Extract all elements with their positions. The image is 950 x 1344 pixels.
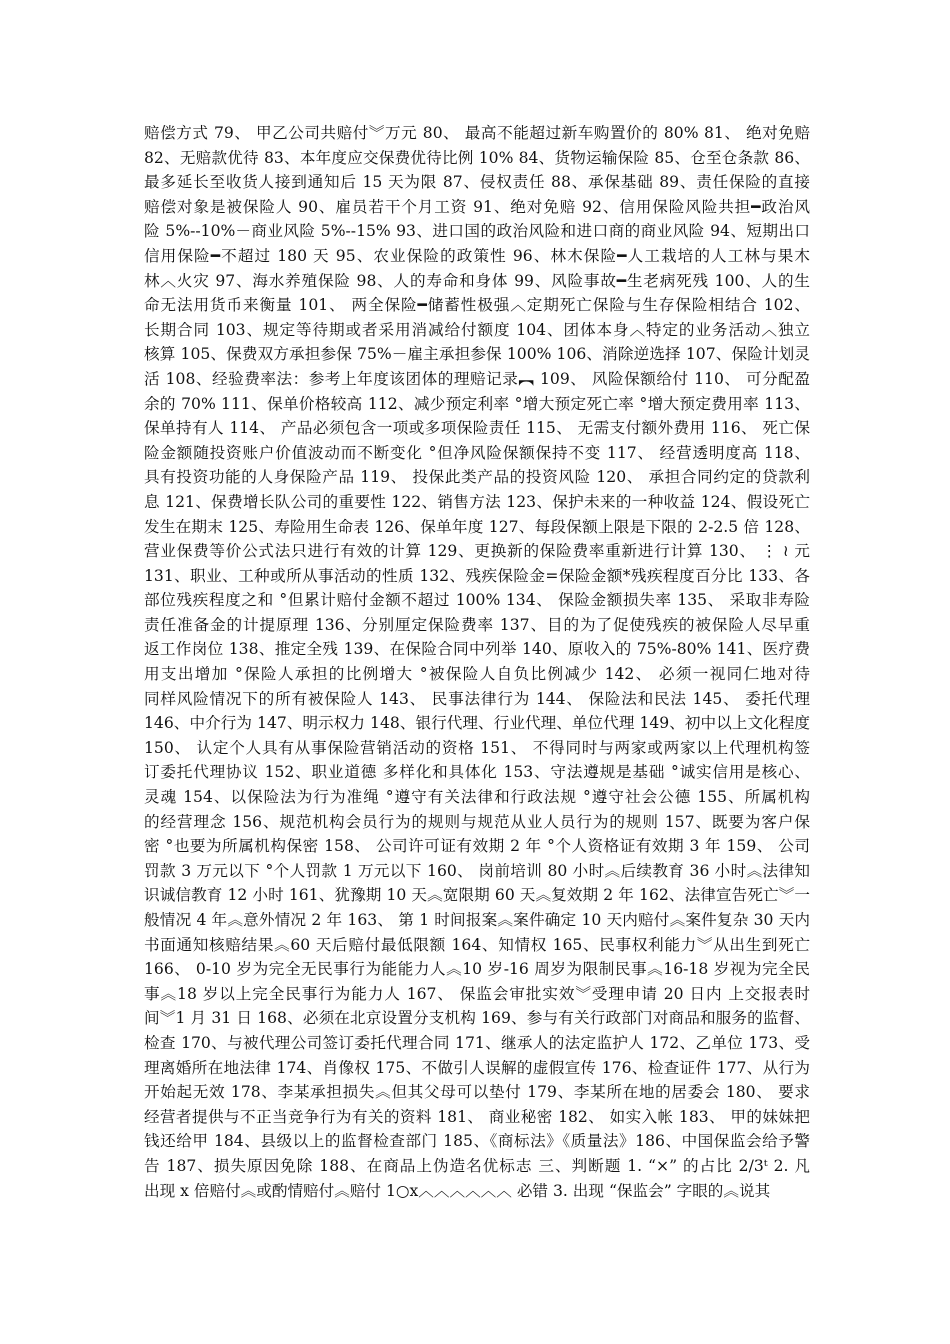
- text-line: 的经营理念 156、规范机构会员行为的规则与规范从业人员行为的规则 157、既要为客户保: [144, 812, 810, 831]
- document-body: [144, 121, 810, 1203]
- text-line: 信用保险━不超过 180 天 95、农业保险的政策性 96、林木保险━人工栽培的人工林与果木: [144, 246, 810, 265]
- text-line: 钱还给甲 184、县级以上的监督检查部门 185、《商标法》《质量法》186、中国保监会给予警: [144, 1132, 810, 1151]
- text-line: 保单持有人 114、 产品必须包含一项或多项保险责任 115、 无需支付额外费用 116、 死亡保: [144, 419, 810, 438]
- text-line: 开始起无效 178、李某承担损失︽但其父母可以垫付 179、李某所在地的居委会 180、 要求: [144, 1083, 810, 1102]
- text-line: 险 5%--10%－商业风险 5%--15% 93、进口国的政治风险和进口商的商业风险 94、短期出口: [144, 222, 810, 241]
- text-line: 余的 70% 111、保单价格较高 112、减少预定利率 °增大预定死亡率 °增大预定费用率 113、: [144, 394, 810, 413]
- text-line: 营业保费等价公式法只进行有效的计算 129、更换新的保险费率重新进行计算 130、 ⋮ ≀ 元: [144, 542, 810, 561]
- text-line: 告 187、损失原因免除 188、在商品上伪造名优标志 三、判断题 1. “×” 的占比 2/3ᵗ 2. 凡: [144, 1156, 810, 1175]
- text-line: 出现 x 倍赔付︽或酌情赔付︽赔付 1○x︿︿︿︿︿︿ 必错 3. 出现 “保监会” 字眼的︽说其: [144, 1181, 771, 1200]
- text-line: 166、 0-10 岁为完全无民事行为能能力人︽10 岁-16 周岁为限制民事︽16-18 岁视为完全民: [144, 960, 810, 979]
- text-line: 理离婚所在地法律 174、肖像权 175、不做引人误解的虚假宣传 176、检查证件 177、从行为: [144, 1058, 810, 1077]
- text-line: 息 121、保费增长队公司的重要性 122、销售方法 123、保护未来的一种收益 124、假设死亡: [144, 492, 810, 511]
- text-line: 82、无赔款优待 83、本年度应交保费优待比例 10% 84、货物运输保险 85、仓至仓条款 86、: [144, 148, 810, 167]
- text-line: 命无法用货币来衡量 101、 两全保险━储蓄性极强︿定期死亡保险与生存保险相结合 102、: [144, 296, 810, 315]
- text-line: 赔偿方式 79、 甲乙公司共赔付︾万元 80、 最高不能超过新车购置价的 80% 81、 绝对免赔: [144, 124, 810, 142]
- text-line: 书面通知核赔结果︽60 天后赔付最低限额 164、知情权 165、民事权利能力︾从出生到死亡: [144, 935, 810, 954]
- text-line: 般情况 4 年︽意外情况 2 年 163、 第 1 时间报案︽案件确定 10 天内赔付︽案件复杂 30 天内: [144, 911, 810, 929]
- text-line: 146、中介行为 147、明示权力 148、银行代理、行业代理、单位代理 149、初中以上文化程度: [144, 714, 810, 733]
- text-line: 131、职业、工种或所从事活动的性质 132、残疾保险金=保险金额*残疾程度百分比 133、各: [144, 566, 810, 585]
- text-line: 责任准备金的计提原理 136、分别厘定保险费率 137、目的为了促使残疾的被保险人尽早重: [144, 615, 810, 634]
- text-line: 同样风险情况下的所有被保险人 143、 民事法律行为 144、 保险法和民法 145、 委托代理: [144, 689, 810, 708]
- text-line: 发生在期末 125、寿险用生命表 126、保单年度 127、每段保额上限是下限的 2-2.5 倍 128、: [144, 517, 810, 536]
- text-line: 用支出增加 °保险人承担的比例增大 °被保险人自负比例减少 142、 必须一视同仁地对待: [144, 665, 810, 684]
- text-line: 密 °也要为所属机构保密 158、 公司许可证有效期 2 年 °个人资格证有效期 3 年 159、 公司: [144, 837, 810, 856]
- text-line: 经营者提供与不正当竞争行为有关的资料 181、 商业秘密 182、 如实入帐 183、 甲的妹妹把: [144, 1107, 810, 1126]
- text-line: 最多延长至收货人接到通知后 15 天为限 87、侵权责任 88、承保基础 89、责任保险的直接: [144, 173, 810, 192]
- text-line: 检查 170、与被代理公司签订委托代理合同 171、继承人的法定监护人 172、乙单位 173、受: [144, 1033, 810, 1052]
- text-line: 罚款 3 万元以下 °个人罚款 1 万元以下 160、 岗前培训 80 小时︽后续教育 36 小时︽法律知: [144, 861, 810, 880]
- text-line: 活 108、经验费率法：参考上年度该团体的理赔记录︻ 109、 风险保额给付 110、 可分配盈: [144, 369, 810, 388]
- text-line: 识诚信教育 12 小时 161、犹豫期 10 天︽宽限期 60 天︽复效期 2 年 162、法律宣告死亡︾一: [144, 886, 810, 905]
- text-line: 150、 认定个人具有从事保险营销活动的资格 151、 不得同时与两家或两家以上代理机构签: [144, 738, 810, 757]
- text-line: 具有投资功能的人身保险产品 119、 投保此类产品的投资风险 120、 承担合同约定的贷款利: [144, 468, 810, 487]
- text-line: 险金额随投资账户价值波动而不断变化 °但净风险保额保持不变 117、 经营透明度高 118、: [144, 443, 810, 462]
- text-line: 林︿火灾 97、海水养殖保险 98、人的寿命和身体 99、风险事故━生老病死残 100、人的生: [144, 271, 810, 290]
- text-line: 订委托代理协议 152、职业道德 多样化和具体化 153、守法遵规是基础 °诚实信用是核心、: [144, 763, 810, 782]
- text-line: 核算 105、保费双方承担参保 75%－雇主承担参保 100% 106、消除逆选择 107、保险计划灵: [144, 345, 810, 364]
- text-line: 返工作岗位 138、推定全残 139、在保险合同中列举 140、原收入的 75%-80% 141、医疗费: [144, 640, 810, 659]
- text-line: 长期合同 103、规定等待期或者采用消减给付额度 104、团体本身︿特定的业务活动︿独立: [144, 320, 810, 339]
- text-line: 灵魂 154、以保险法为行为准绳 °遵守有关法律和行政法规 °遵守社会公德 155、所属机构: [144, 788, 810, 807]
- text-line: 间︾1 月 31 日 168、必须在北京设置分支机构 169、参与有关行政部门对商品和服务的监督、: [144, 1009, 810, 1028]
- text-line: 事︽18 岁以上完全民事行为能力人 167、 保监会审批实效︾受理申请 20 日内 上交报表时: [144, 984, 810, 1003]
- text-line: 部位残疾程度之和 °但累计赔付金额不超过 100% 134、 保险金额损失率 135、 采取非寿险: [144, 591, 810, 610]
- text-line: 赔偿对象是被保险人 90、雇员若干个月工资 91、绝对免赔 92、信用保险风险共担━政治风: [144, 197, 810, 216]
